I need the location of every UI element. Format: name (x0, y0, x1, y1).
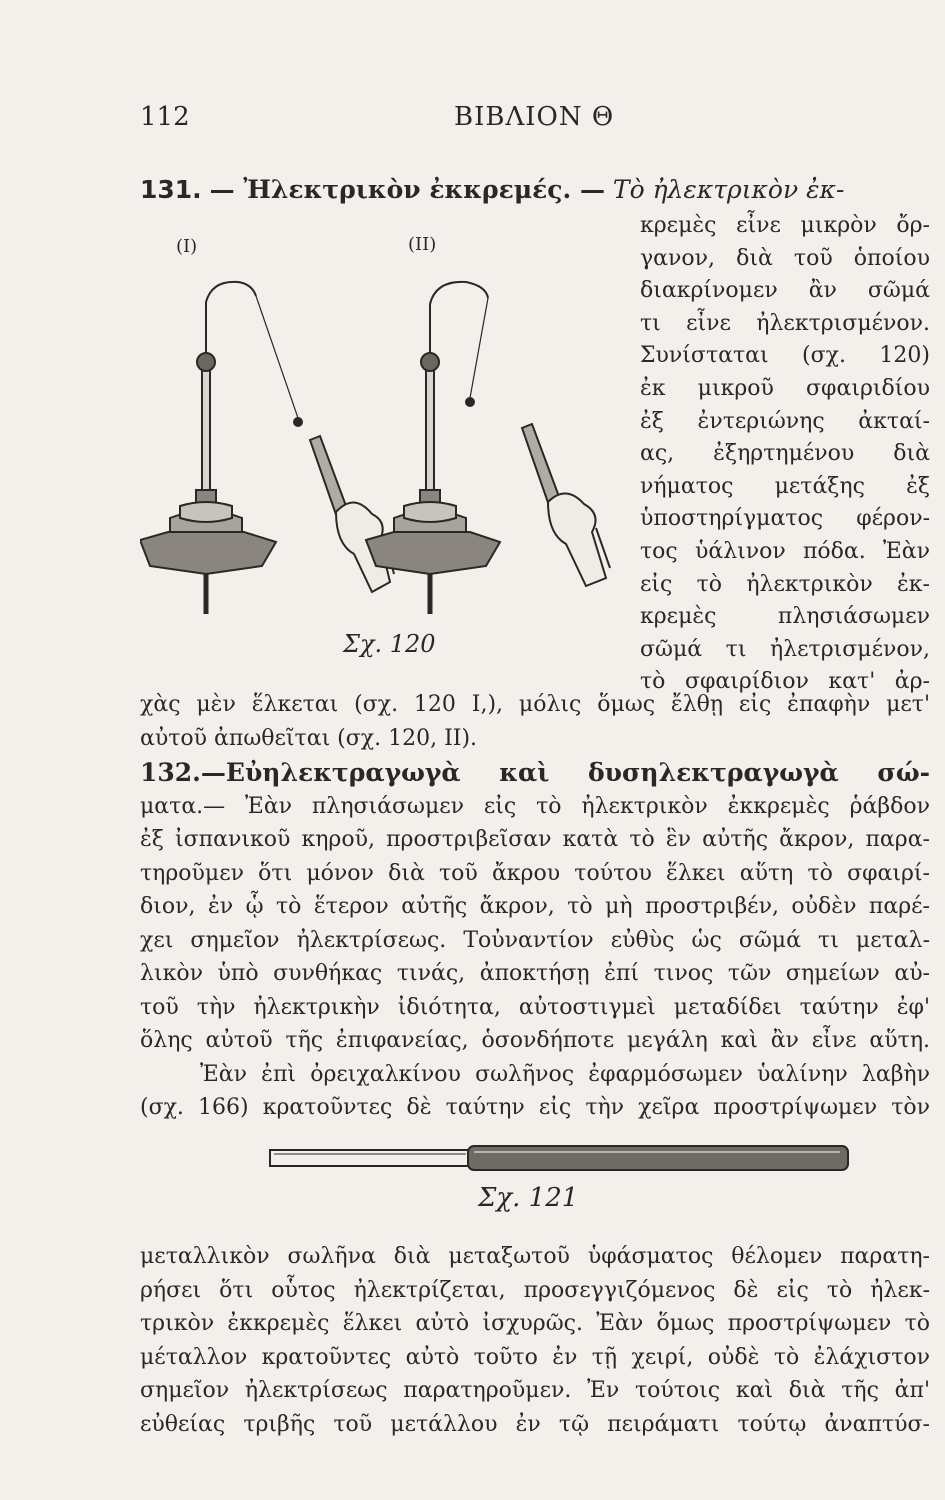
text-line: διον, ἐν ᾧ τὸ ἕτερον αὐτῆς ἄκρον, τὸ μὴ προστριβέν, οὐδὲν παρέ- (140, 894, 930, 919)
text-line: σῶμά τι ἠλετρισμένον, (640, 636, 930, 662)
text-line: ὅλης αὐτοῦ τῆς ἐπιφανείας, ὁσονδήποτε μεγάλη καὶ ἂν εἶνε αὕτη. (140, 1028, 930, 1053)
figure-121-caption: Σχ. 121 (478, 1183, 579, 1213)
pendulum-drawing (140, 222, 635, 632)
text-line: διακρίνομεν ἂν σῶμά (640, 278, 930, 304)
text-line: μέταλλον κρατοῦντες αὐτὸ τοῦτο ἐν τῇ χειρί, οὐδὲ τὸ ἐλάχιστον (140, 1344, 930, 1370)
text-line: τος ὑάλινον πόδα. Ἐὰν (640, 538, 930, 564)
text-line: κρεμὲς πλησιάσωμεν (640, 604, 930, 630)
section-132-heading: 132.—Εὐηλεκτραγωγὰ καὶ δυσηλεκτραγωγὰ σώ- (140, 758, 930, 787)
text-line: νήματος μετάξης ἐξ (640, 473, 930, 499)
text-line: εὐθείας τριβῆς τοῦ μετάλλου ἐν τῷ πειράματι τούτῳ ἀναπτύσ- (140, 1411, 930, 1437)
figure-120-illustration (140, 222, 635, 632)
text-line: ρήσει ὅτι οὗτος ἠλεκτρίζεται, προσεγγιζόμενος δὲ εἰς τὸ ἠλεκ- (140, 1277, 930, 1303)
section-131-heading (140, 170, 910, 210)
text-line: αὐτοῦ ἀπωθεῖται (σχ. 120, II). (140, 725, 478, 751)
figure-label-left: (I) (176, 236, 198, 257)
text-line: εἰς τὸ ἠλεκτρικὸν ἐκ- (640, 571, 930, 597)
text-line: ἐξ ἰσπανικοῦ κηροῦ, προστριβεῖσαν κατὰ τὸ ἓν αὐτῆς ἄκρον, παρα- (140, 827, 930, 852)
text-line: (σχ. 166) κρατοῦντες δὲ ταύτην εἰς τὴν χεῖρα προστρίψωμεν τὸν (140, 1095, 930, 1120)
text-line: χὰς μὲν ἕλκεται (σχ. 120 I,), μόλις ὅμως ἔλθῃ εἰς ἐπαφὴν μετ' (140, 692, 930, 717)
text-line: ἐκ μικροῦ σφαιριδίου (640, 375, 930, 401)
figure-120-caption: Σχ. 120 (343, 630, 436, 658)
running-title: ΒΙΒΛΙΟΝ Θ (454, 102, 615, 132)
figure-label-right: (II) (408, 234, 437, 255)
text-line: τοῦ τὴν ἠλεκτρικὴν ἰδιότητα, αὐτοστιγμεὶ μεταδίδει ταύτην ἐφ' (140, 994, 930, 1020)
text-line: ὑποστηρίγματος φέρον- (640, 506, 930, 532)
section-132 (140, 756, 930, 1125)
text-line: ας, ἐξηρτημένου διὰ (640, 441, 930, 467)
section-131-right-column (640, 210, 930, 699)
text-line: τὸ σφαιρίδιον κατ' ἀρ- (640, 669, 930, 695)
text-line: τρικὸν ἐκκρεμὲς ἕλκει αὐτὸ ἰσχυρῶς. Ἐὰν ὅμως προστρίψωμεν τὸ (140, 1311, 930, 1336)
section-131-continuation (140, 688, 930, 755)
text-line: κρεμὲς εἶνε μικρὸν ὄρ- (640, 213, 930, 238)
text-line: χει σημεῖον ἠλεκτρίσεως. Τοὐναντίον εὐθὺς ὡς σῶμά τι μεταλ- (140, 927, 930, 953)
text-line: ἐξ ἐντεριώνης ἀκταί- (640, 408, 930, 434)
text-line: Συνίσταται (σχ. 120) (640, 343, 930, 369)
tube-drawing (260, 1140, 860, 1180)
page-header (140, 102, 905, 142)
section-intro: Τὸ ἠλεκτρικὸν ἐκ- (612, 175, 845, 204)
text-line: λικὸν ὑπὸ συνθήκας τινάς, ἀποκτήσῃ ἐπί τινος τῶν σημείων αὐ- (140, 961, 930, 986)
figure-121-illustration (260, 1140, 860, 1180)
text-line: Ἐὰν ἐπὶ ὀρειχαλκίνου σωλῆνος ἐφαρμόσωμεν ὑαλίνην λαβὴν (200, 1061, 930, 1087)
text-line: μεταλλικὸν σωλῆνα διὰ μεταξωτοῦ ὑφάσματος θέλομεν παρατη- (140, 1244, 930, 1269)
text-line: γανον, διὰ τοῦ ὁποίου (640, 245, 930, 271)
text-line: σημεῖον ἠλεκτρίσεως παρατηροῦμεν. Ἐν τούτοις καὶ διὰ τῆς ἀπ' (140, 1378, 930, 1403)
section-132-continuation (140, 1240, 930, 1441)
text-line: ματα.— Ἐὰν πλησιάσωμεν εἰς τὸ ἠλεκτρικὸν ἐκκρεμὲς ῥάβδον (140, 793, 930, 819)
text-line: τι εἶνε ἠλεκτρισμένον. (640, 310, 930, 336)
page-number: 112 (140, 102, 190, 132)
text-line: τηροῦμεν ὅτι μόνον διὰ τοῦ ἄκρου τούτου ἕλκει αὕτη τὸ σφαιρί- (140, 860, 930, 886)
section-number: 131. (140, 175, 202, 204)
section-title: — Ἠλεκτρικὸν ἐκκρεμές. — (209, 175, 605, 204)
